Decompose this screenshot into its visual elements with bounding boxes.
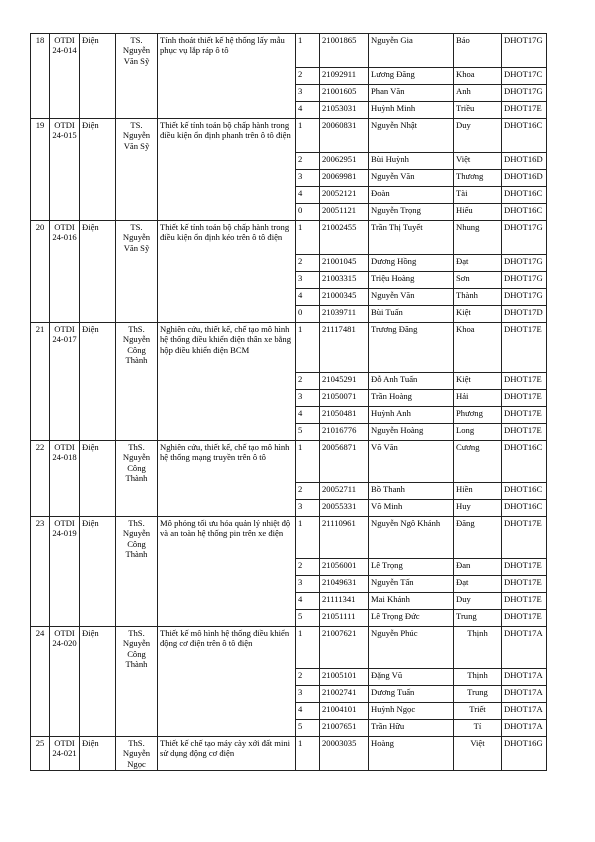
student-last-name: Triệu Hoàng: [369, 272, 454, 289]
student-last-name: Hoàng: [369, 737, 454, 771]
project-advisor: TS. Nguyễn Văn Sỹ: [116, 221, 158, 323]
project-stt: 21: [31, 323, 50, 441]
student-class: DHOT16C: [502, 500, 547, 517]
student-class: DHOT16C: [502, 441, 547, 483]
project-code: OTDI 24-020: [50, 627, 80, 737]
project-title: Thiết kế chế tạo máy cày xới đất mini sử dụng động cơ điện: [158, 737, 296, 771]
project-code: OTDI 24-015: [50, 119, 80, 221]
student-id: 21039711: [320, 306, 369, 323]
student-no: 3: [296, 390, 320, 407]
student-id: 21045291: [320, 373, 369, 390]
student-last-name: Bồ Thanh: [369, 483, 454, 500]
student-first-name: Trung: [454, 686, 502, 703]
student-no: 2: [296, 68, 320, 85]
student-no: 3: [296, 272, 320, 289]
student-class: DHOT17G: [502, 85, 547, 102]
student-last-name: Lê Trọng: [369, 559, 454, 576]
project-row: [31, 441, 547, 483]
student-class: DHOT17A: [502, 686, 547, 703]
student-class: DHOT17G: [502, 272, 547, 289]
student-first-name: Thịnh: [454, 627, 502, 669]
student-last-name: Đặng Vũ: [369, 669, 454, 686]
student-id: 20055331: [320, 500, 369, 517]
student-last-name: Trương Đăng: [369, 323, 454, 373]
student-class: DHOT17E: [502, 323, 547, 373]
project-row: [31, 737, 547, 771]
student-id: 21117481: [320, 323, 369, 373]
student-class: DHOT17E: [502, 576, 547, 593]
student-class: DHOT17E: [502, 593, 547, 610]
student-first-name: Hải: [454, 390, 502, 407]
student-id: 21001045: [320, 255, 369, 272]
project-stt: 19: [31, 119, 50, 221]
student-no: 2: [296, 255, 320, 272]
student-id: 21111341: [320, 593, 369, 610]
student-first-name: Tài: [454, 187, 502, 204]
student-id: 21002455: [320, 221, 369, 255]
student-class: DHOT16C: [502, 483, 547, 500]
student-first-name: Triều: [454, 102, 502, 119]
project-title: Tính thoát thiết kế hệ thống lấy mẫu phục vụ lắp ráp ô tô: [158, 34, 296, 119]
student-id: 20060831: [320, 119, 369, 153]
student-last-name: Võ Minh: [369, 500, 454, 517]
student-first-name: Bảo: [454, 34, 502, 68]
student-first-name: Nhung: [454, 221, 502, 255]
student-last-name: Mai Khánh: [369, 593, 454, 610]
project-code: OTDI 24-014: [50, 34, 80, 119]
project-dept: Điện: [80, 119, 116, 221]
project-title: Thiết kế tính toán bộ chấp hành trong điều kiện ổn định kéo trên ô tô điện: [158, 221, 296, 323]
student-no: 0: [296, 204, 320, 221]
student-id: 21000345: [320, 289, 369, 306]
student-class: DHOT17G: [502, 221, 547, 255]
student-last-name: Nguyễn Nhật: [369, 119, 454, 153]
student-last-name: Nguyễn Ngô Khánh: [369, 517, 454, 559]
student-class: DHOT17A: [502, 669, 547, 686]
student-id: 21053031: [320, 102, 369, 119]
thesis-assignment-table: [30, 33, 547, 771]
project-code: OTDI 24-016: [50, 221, 80, 323]
student-no: 1: [296, 517, 320, 559]
project-row: [31, 34, 547, 68]
student-no: 1: [296, 441, 320, 483]
student-last-name: Nguyễn Phúc: [369, 627, 454, 669]
student-no: 4: [296, 593, 320, 610]
student-first-name: Duy: [454, 119, 502, 153]
student-id: 21003315: [320, 272, 369, 289]
student-last-name: Dương Hồng: [369, 255, 454, 272]
student-last-name: Trần Hoàng: [369, 390, 454, 407]
student-no: 3: [296, 576, 320, 593]
student-last-name: Võ Văn: [369, 441, 454, 483]
student-first-name: Đạt: [454, 255, 502, 272]
project-stt: 23: [31, 517, 50, 627]
project-dept: Điện: [80, 627, 116, 737]
project-row: [31, 627, 547, 669]
student-id: 20051121: [320, 204, 369, 221]
project-stt: 24: [31, 627, 50, 737]
student-first-name: Cương: [454, 441, 502, 483]
student-no: 2: [296, 483, 320, 500]
project-code: OTDI 24-021: [50, 737, 80, 771]
student-class: DHOT17E: [502, 610, 547, 627]
student-no: 1: [296, 221, 320, 255]
student-id: 21110961: [320, 517, 369, 559]
student-class: DHOT17A: [502, 627, 547, 669]
student-id: 21001605: [320, 85, 369, 102]
student-id: 21004101: [320, 703, 369, 720]
student-no: 1: [296, 119, 320, 153]
student-class: DHOT17E: [502, 390, 547, 407]
student-class: DHOT17A: [502, 720, 547, 737]
student-id: 21092911: [320, 68, 369, 85]
project-advisor: ThS. Nguyễn Công Thành: [116, 323, 158, 441]
student-class: DHOT16D: [502, 170, 547, 187]
project-stt: 20: [31, 221, 50, 323]
student-class: DHOT17E: [502, 102, 547, 119]
student-last-name: Huỳnh Ngọc: [369, 703, 454, 720]
student-no: 4: [296, 187, 320, 204]
student-class: DHOT17E: [502, 373, 547, 390]
student-last-name: Nguyễn Hoàng: [369, 424, 454, 441]
student-last-name: Lê Trọng Đức: [369, 610, 454, 627]
student-last-name: Huỳnh Minh: [369, 102, 454, 119]
student-no: 4: [296, 407, 320, 424]
student-no: 3: [296, 500, 320, 517]
project-title: Nghiên cứu, thiết kế, chế tạo mô hình hệ thống mạng truyền trên ô tô: [158, 441, 296, 517]
student-first-name: Khoa: [454, 323, 502, 373]
project-title: Thiết kế mô hình hệ thống điều khiển động cơ điện trên ô tô điện: [158, 627, 296, 737]
student-last-name: Trần Thị Tuyết: [369, 221, 454, 255]
student-first-name: Sơn: [454, 272, 502, 289]
student-no: 4: [296, 289, 320, 306]
student-first-name: Duy: [454, 593, 502, 610]
student-last-name: Lương Đăng: [369, 68, 454, 85]
student-id: 21049631: [320, 576, 369, 593]
student-first-name: Hiếu: [454, 204, 502, 221]
project-advisor: TS. Nguyễn Văn Sỹ: [116, 34, 158, 119]
project-dept: Điện: [80, 737, 116, 771]
student-last-name: Bùi Tuấn: [369, 306, 454, 323]
student-id: 21050481: [320, 407, 369, 424]
student-last-name: Nguyễn Tấn: [369, 576, 454, 593]
student-first-name: Khoa: [454, 68, 502, 85]
student-first-name: Việt: [454, 737, 502, 771]
student-first-name: Triết: [454, 703, 502, 720]
student-id: 21001865: [320, 34, 369, 68]
student-first-name: Tí: [454, 720, 502, 737]
student-class: DHOT17G: [502, 255, 547, 272]
student-no: 2: [296, 559, 320, 576]
document-page: [30, 33, 547, 771]
student-last-name: Huỳnh Anh: [369, 407, 454, 424]
student-first-name: Đạt: [454, 576, 502, 593]
student-first-name: Hiền: [454, 483, 502, 500]
student-id: 21007651: [320, 720, 369, 737]
project-advisor: ThS. Nguyễn Công Thành: [116, 627, 158, 737]
student-no: 1: [296, 737, 320, 771]
student-class: DHOT16D: [502, 153, 547, 170]
student-id: 20052711: [320, 483, 369, 500]
student-class: DHOT17G: [502, 289, 547, 306]
student-last-name: Nguyễn Trọng: [369, 204, 454, 221]
project-stt: 25: [31, 737, 50, 771]
student-class: DHOT17E: [502, 424, 547, 441]
project-row: [31, 119, 547, 153]
student-id: 20056871: [320, 441, 369, 483]
project-dept: Điện: [80, 323, 116, 441]
student-last-name: Nguyễn Gia: [369, 34, 454, 68]
student-first-name: Đan: [454, 559, 502, 576]
student-first-name: Thương: [454, 170, 502, 187]
student-first-name: Đăng: [454, 517, 502, 559]
student-first-name: Thịnh: [454, 669, 502, 686]
student-no: 5: [296, 720, 320, 737]
project-dept: Điện: [80, 441, 116, 517]
student-no: 5: [296, 610, 320, 627]
project-advisor: ThS. Nguyễn Công Thành: [116, 441, 158, 517]
student-first-name: Kiệt: [454, 306, 502, 323]
student-last-name: Đỗ Anh Tuấn: [369, 373, 454, 390]
project-row: [31, 517, 547, 559]
student-no: 2: [296, 373, 320, 390]
student-id: 21016776: [320, 424, 369, 441]
project-advisor: TS. Nguyễn Văn Sỹ: [116, 119, 158, 221]
project-dept: Điện: [80, 517, 116, 627]
student-class: DHOT16C: [502, 204, 547, 221]
student-id: 20003035: [320, 737, 369, 771]
student-last-name: Đoàn: [369, 187, 454, 204]
student-no: 3: [296, 686, 320, 703]
student-no: 5: [296, 424, 320, 441]
project-stt: 22: [31, 441, 50, 517]
student-first-name: Việt: [454, 153, 502, 170]
project-code: OTDI 24-018: [50, 441, 80, 517]
student-last-name: Phan Văn: [369, 85, 454, 102]
student-class: DHOT17D: [502, 306, 547, 323]
project-code: OTDI 24-017: [50, 323, 80, 441]
project-row: [31, 221, 547, 255]
project-title: Thiết kế tính toán bộ chấp hành trong điều kiện ổn định phanh trên ô tô điện: [158, 119, 296, 221]
student-class: DHOT16C: [502, 187, 547, 204]
project-title: Mô phỏng tối ưu hóa quản lý nhiệt độ và an toàn hệ thống pin trên xe điện: [158, 517, 296, 627]
student-no: 3: [296, 85, 320, 102]
student-no: 4: [296, 102, 320, 119]
student-class: DHOT17E: [502, 517, 547, 559]
student-id: 21007621: [320, 627, 369, 669]
student-id: 21051111: [320, 610, 369, 627]
student-first-name: Huy: [454, 500, 502, 517]
student-first-name: Kiệt: [454, 373, 502, 390]
student-first-name: Long: [454, 424, 502, 441]
student-id: 21005101: [320, 669, 369, 686]
student-class: DHOT17G: [502, 34, 547, 68]
student-no: 0: [296, 306, 320, 323]
project-advisor: ThS. Nguyễn Ngọc: [116, 737, 158, 771]
project-code: OTDI 24-019: [50, 517, 80, 627]
student-first-name: Phương: [454, 407, 502, 424]
student-last-name: Dương Tuấn: [369, 686, 454, 703]
student-id: 20052121: [320, 187, 369, 204]
student-no: 2: [296, 153, 320, 170]
student-last-name: Nguyễn Văn: [369, 170, 454, 187]
student-last-name: Trần Hữu: [369, 720, 454, 737]
student-no: 1: [296, 34, 320, 68]
student-class: DHOT17C: [502, 68, 547, 85]
project-advisor: ThS. Nguyễn Công Thành: [116, 517, 158, 627]
student-id: 21056001: [320, 559, 369, 576]
student-class: DHOT17E: [502, 559, 547, 576]
student-id: 21002741: [320, 686, 369, 703]
student-no: 3: [296, 170, 320, 187]
student-first-name: Trung: [454, 610, 502, 627]
project-stt: 18: [31, 34, 50, 119]
student-class: DHOT16G: [502, 737, 547, 771]
project-row: [31, 323, 547, 373]
student-last-name: Nguyễn Văn: [369, 289, 454, 306]
student-last-name: Bùi Huỳnh: [369, 153, 454, 170]
student-id: 20062951: [320, 153, 369, 170]
student-class: DHOT17A: [502, 703, 547, 720]
project-dept: Điện: [80, 221, 116, 323]
student-no: 2: [296, 669, 320, 686]
student-no: 4: [296, 703, 320, 720]
student-id: 21050071: [320, 390, 369, 407]
project-dept: Điện: [80, 34, 116, 119]
student-id: 20069981: [320, 170, 369, 187]
student-no: 1: [296, 627, 320, 669]
student-no: 1: [296, 323, 320, 373]
project-title: Nghiên cứu, thiết kế, chế tạo mô hình hệ thống điều khiển điện thân xe bằng hộp điều khiển điện BCM: [158, 323, 296, 441]
student-class: DHOT16C: [502, 119, 547, 153]
student-class: DHOT17E: [502, 407, 547, 424]
student-first-name: Anh: [454, 85, 502, 102]
student-first-name: Thành: [454, 289, 502, 306]
